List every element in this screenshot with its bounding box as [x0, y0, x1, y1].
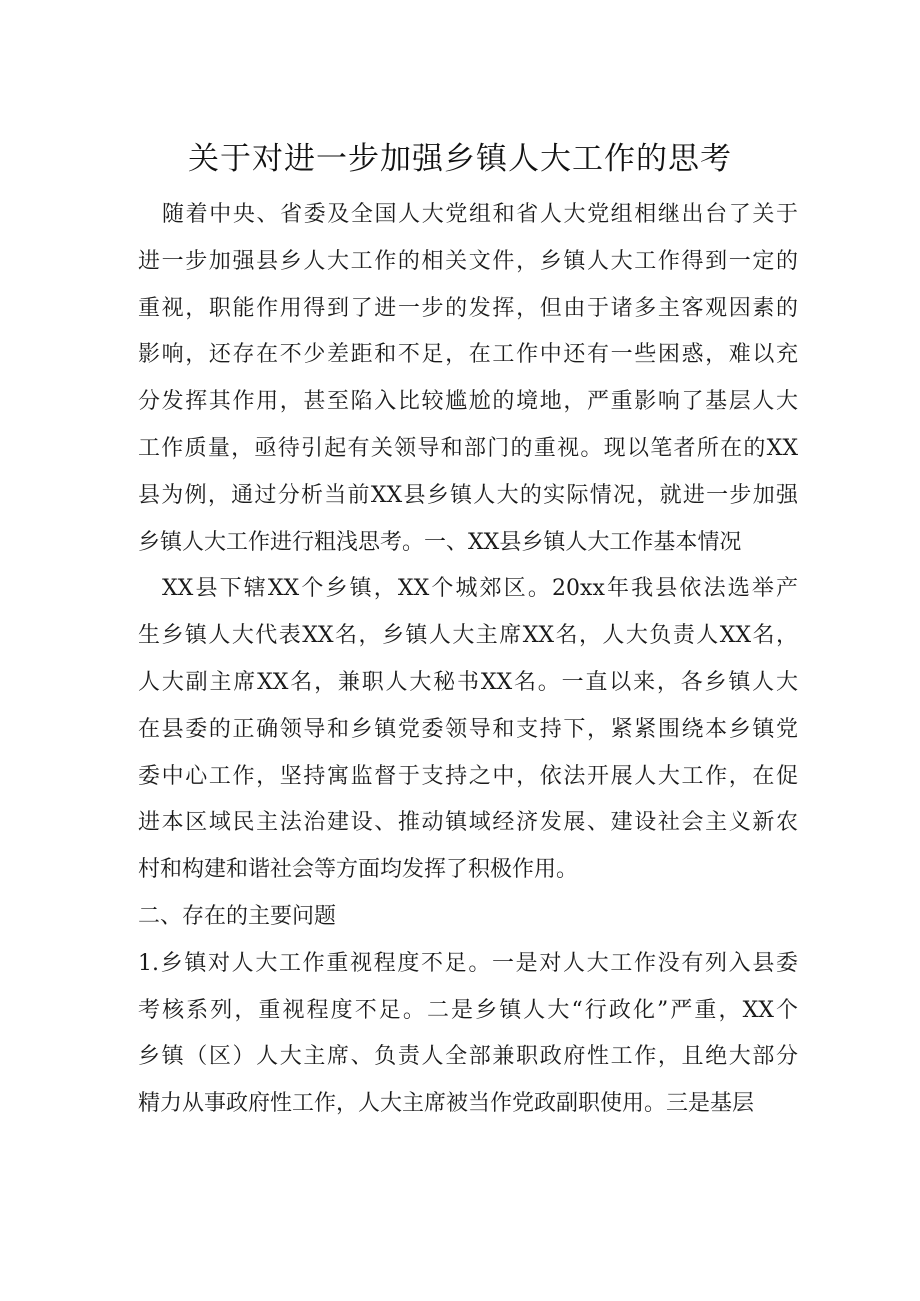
text-line: 人大副主席XX名，兼职人大秘书XX名。一直以来，各乡镇人大	[138, 669, 798, 695]
text-line: 村和构建和谐社会等方面均发挥了积极作用。	[138, 857, 579, 883]
paragraph	[138, 894, 798, 941]
text-line: 重视，职能作用得到了进一步的发挥，但由于诸多主客观因素的	[138, 295, 798, 321]
paragraph	[138, 941, 798, 1128]
text-line: 生乡镇人大代表XX名，乡镇人大主席XX名，人大负责人XX名，	[138, 623, 798, 649]
text-line: XX县下辖XX个乡镇，XX个城郊区。20xx年我县依法选举产	[162, 576, 798, 602]
text-line: 进本区域民主法治建设、推动镇域经济发展、建设社会主义新农	[138, 810, 798, 836]
document-title: 关于对进一步加强乡镇人大工作的思考	[188, 141, 732, 177]
document-body	[138, 192, 798, 1128]
text-line: 在县委的正确领导和乡镇党委领导和支持下，紧紧围绕本乡镇党	[138, 716, 798, 742]
text-line: 1.乡镇对人大工作重视程度不足。一是对人大工作没有列入县委	[138, 950, 798, 976]
text-line: 分发挥其作用，甚至陷入比较尴尬的境地，严重影响了基层人大	[138, 389, 798, 415]
text-line: 乡镇人大工作进行粗浅思考。一、XX县乡镇人大工作基本情况	[138, 529, 742, 555]
text-line: 工作质量，亟待引起有关领导和部门的重视。现以笔者所在的XX	[138, 435, 798, 461]
text-line: 精力从事政府性工作，人大主席被当作党政副职使用。三是基层	[138, 1091, 755, 1117]
text-line: 二、存在的主要问题	[138, 903, 337, 929]
text-line: 考核系列，重视程度不足。二是乡镇人大“行政化”严重，XX个	[138, 997, 798, 1023]
paragraph	[138, 566, 798, 894]
text-line: 随着中央、省委及全国人大党组和省人大党组相继出台了关于	[162, 202, 798, 227]
text-line: 县为例，通过分析当前XX县乡镇人大的实际情况，就进一步加强	[138, 482, 798, 508]
text-line: 委中心工作，坚持寓监督于支持之中，依法开展人大工作，在促	[138, 763, 798, 789]
text-line: 影响，还存在不少差距和不足，在工作中还有一些困惑，难以充	[138, 342, 798, 368]
text-line: 进一步加强县乡人大工作的相关文件，乡镇人大工作得到一定的	[138, 248, 798, 274]
paragraph	[138, 192, 798, 566]
text-line: 乡镇（区）人大主席、负责人全部兼职政府性工作，且绝大部分	[138, 1044, 798, 1070]
